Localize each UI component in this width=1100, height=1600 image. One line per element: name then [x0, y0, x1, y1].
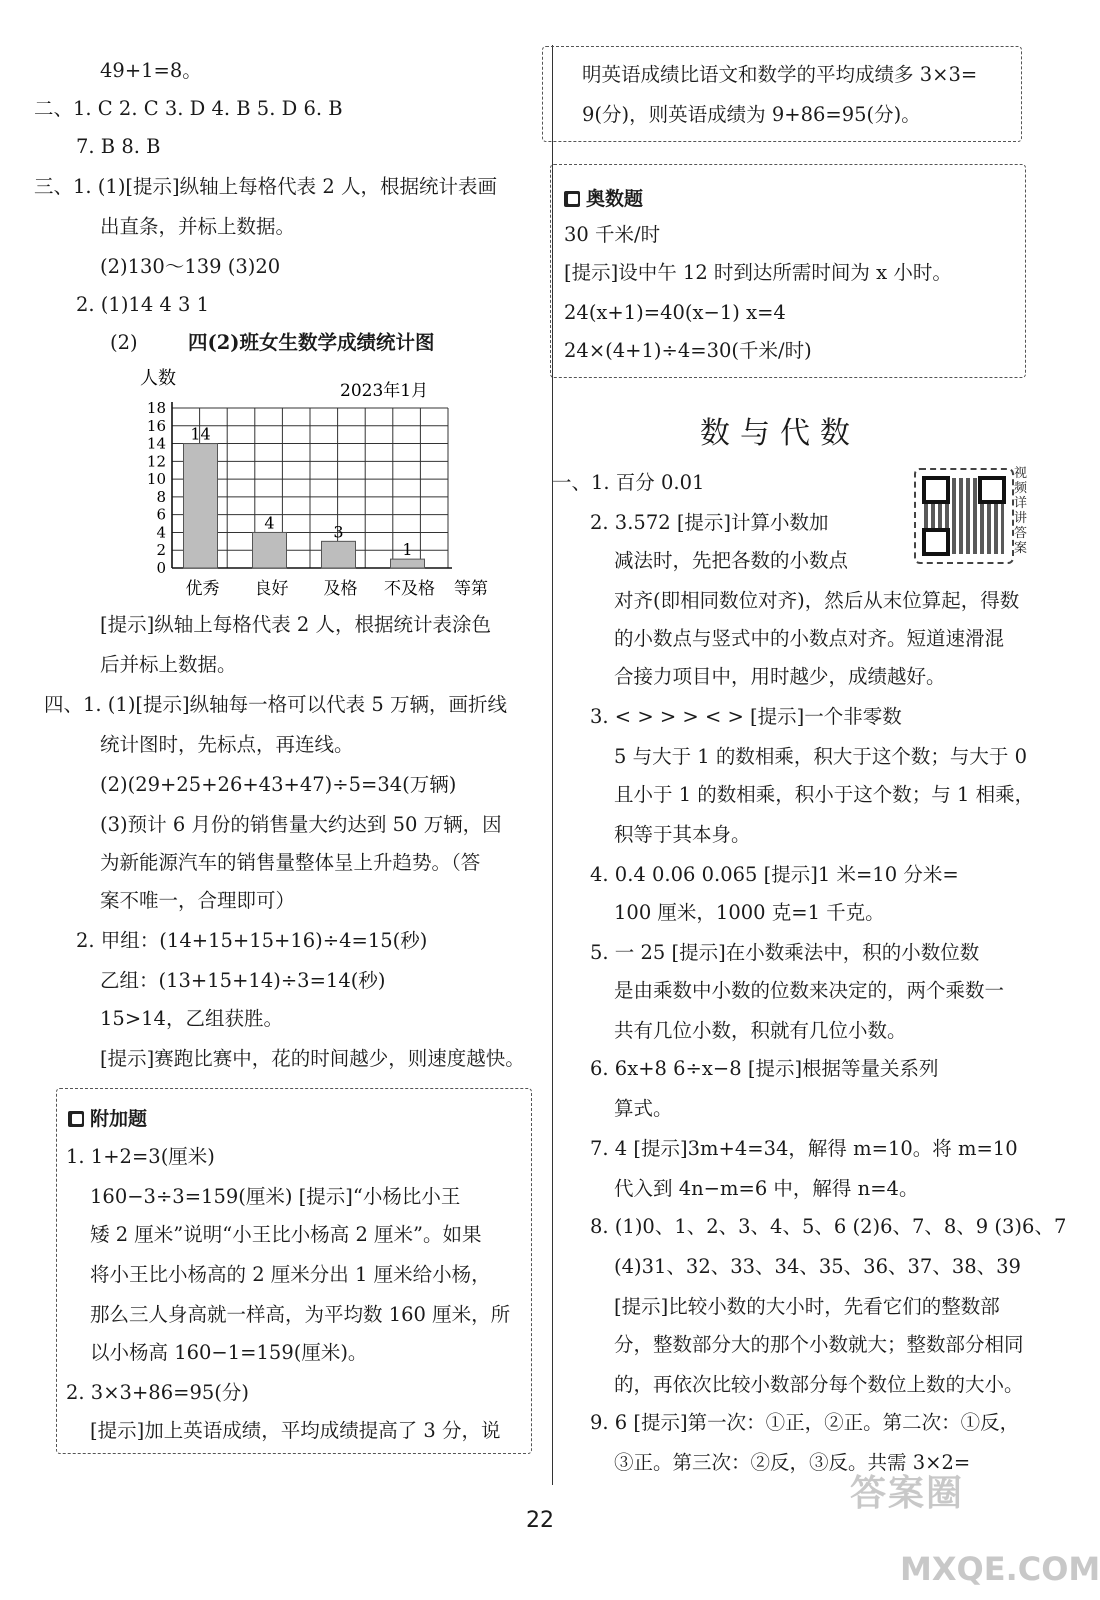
text-line: 对齐(即相同数位对齐)，然后从末位算起，得数	[614, 589, 1020, 612]
text-line: 以小杨高 160−1=159(厘米)。	[90, 1341, 368, 1364]
text-line: 将小王比小杨高的 2 厘米分出 1 厘米给小杨，	[90, 1263, 491, 1286]
data-label: 4	[264, 513, 275, 533]
text-line: 6. 6x+8 6÷x−8 [提示]根据等量关系列	[590, 1057, 939, 1080]
data-label: 1	[402, 540, 413, 560]
text-line: 一、1. 百分 0.01	[552, 471, 705, 494]
text-line: (4)31、32、33、34、35、36、37、38、39	[614, 1255, 1021, 1278]
olympiad-box-title	[564, 184, 643, 211]
y-axis-label: 人数	[140, 368, 176, 389]
text-line: 24×(4+1)÷4=30(千米/时)	[564, 339, 812, 362]
text-line: 24(x+1)=40(x−1) x=4	[564, 301, 786, 324]
text-line: 明英语成绩比语文和数学的平均成绩多 3×3=	[582, 63, 978, 86]
text-line: [提示]设中午 12 时到达所需时间为 x 小时。	[564, 261, 952, 284]
text-line: 的小数点与竖式中的小数点对齐。短道速滑混	[614, 627, 1005, 650]
text-line: 9. 6 [提示]第一次：①正，②正。第二次：①反，	[590, 1411, 1020, 1434]
text-line: [提示]加上英语成绩，平均成绩提高了 3 分，说	[90, 1419, 501, 1442]
text-line: 100 厘米，1000 克=1 千克。	[614, 901, 885, 924]
qr-code-icon[interactable]	[914, 468, 1014, 564]
bar	[253, 532, 287, 568]
text-line: 的，再依次比较小数部分每个数位上数的大小。	[614, 1373, 1024, 1396]
text-line: [提示]纵轴上每格代表 2 人，根据统计表涂色	[100, 613, 492, 636]
text-line: 那么三人身高就一样高，为平均数 160 厘米，所	[90, 1303, 511, 1326]
bar-chart	[100, 360, 620, 600]
text-line: 矮 2 厘米”说明“小王比小杨高 2 厘米”。如果	[90, 1223, 482, 1246]
text-line: 2. (1)14 4 3 1	[76, 293, 210, 316]
text-line: 49+1=8。	[100, 59, 202, 82]
text-line: 后并标上数据。	[100, 653, 237, 676]
olympiad-box-title-text: 奥数题	[586, 188, 644, 210]
text-line: 是由乘数中小数的位数来决定的，两个乘数一	[614, 979, 1005, 1002]
text-line: 乙组：(13+15+14)÷3=14(秒)	[100, 969, 386, 992]
text-line: 9(分)，则英语成绩为 9+86=95(分)。	[582, 103, 921, 126]
text-line: 2. 3.572 [提示]计算小数加	[590, 511, 829, 534]
text-line: 统计图时，先标点，再连线。	[100, 733, 354, 756]
text-line: 7. B 8. B	[76, 135, 161, 158]
text-line: 四、1. (1)[提示]纵轴每一格可以代表 5 万辆，画折线	[44, 693, 507, 716]
text-line: [提示]比较小数的大小时，先看它们的整数部	[614, 1295, 1000, 1318]
text-line: 出直条，并标上数据。	[100, 215, 296, 238]
text-line: ③正。第三次：②反，③反。共需 3×2=	[614, 1451, 971, 1474]
x-tick-label: 良好	[254, 579, 289, 599]
extra-box-title	[68, 1104, 147, 1131]
text-line: 二、1. C 2. C 3. D 4. B 5. D 6. B	[34, 97, 343, 120]
y-tick-label: 16	[146, 416, 166, 435]
text-line: 160−3÷3=159(厘米) [提示]“小杨比小王	[90, 1185, 461, 1208]
chart-label: (2)	[110, 331, 138, 354]
y-tick-label: 2	[156, 541, 166, 560]
text-line: 7. 4 [提示]3m+4=34，解得 m=10。将 m=10	[590, 1137, 1018, 1160]
text-line: 15>14，乙组获胜。	[100, 1007, 283, 1030]
text-line: (2)(29+25+26+43+47)÷5=34(万辆)	[100, 773, 457, 796]
qr-finder	[978, 476, 1006, 504]
extra-box-title-text: 附加题	[90, 1108, 148, 1130]
text-line: 3. < > > > < > [提示]一个非零数	[590, 705, 902, 728]
watermark-url: MXQE.COM	[900, 1550, 1100, 1588]
qr-finder	[922, 476, 950, 504]
chart-subtitle: 2023年1月	[340, 381, 429, 401]
text-line: 积等于其本身。	[614, 823, 751, 846]
x-axis-label: 等第	[454, 579, 488, 599]
bar	[184, 444, 218, 568]
text-line: 4. 0.4 0.06 0.065 [提示]1 米=10 分米=	[590, 863, 959, 886]
data-label: 3	[333, 522, 344, 542]
text-line: 5. 一 25 [提示]在小数乘法中，积的小数位数	[590, 941, 980, 964]
y-tick-label: 8	[156, 487, 166, 506]
y-tick-label: 10	[146, 470, 166, 489]
text-line: 2. 3×3+86=95(分)	[66, 1381, 249, 1404]
x-tick-label: 优秀	[185, 579, 220, 599]
bar	[322, 541, 356, 568]
x-tick-label: 及格	[323, 579, 358, 599]
text-line: [提示]赛跑比赛中，花的时间越少，则速度越快。	[100, 1047, 525, 1070]
text-line: 算式。	[614, 1097, 673, 1120]
data-label: 14	[190, 424, 211, 444]
text-line: 共有几位小数，积就有几位小数。	[614, 1019, 907, 1042]
y-tick-label: 6	[156, 505, 166, 524]
text-line: 8. (1)0、1、2、3、4、5、6 (2)6、7、8、9 (3)6、7	[590, 1215, 1067, 1238]
text-line: 1. 1+2=3(厘米)	[66, 1145, 215, 1168]
x-tick-label: 不及格	[384, 579, 435, 599]
text-line: 2. 甲组：(14+15+15+16)÷4=15(秒)	[76, 929, 428, 952]
qr-finder	[922, 528, 950, 556]
watermark-logo: 答案圈	[850, 1473, 965, 1514]
text-line: 分，整数部分大的那个小数就大；整数部分相同	[614, 1333, 1024, 1356]
text-line: 三、1. (1)[提示]纵轴上每格代表 2 人，根据统计表画	[34, 175, 497, 198]
text-line: 30 千米/时	[564, 223, 661, 246]
y-tick-label: 0	[156, 559, 166, 577]
bar	[391, 559, 425, 568]
y-tick-label: 14	[146, 434, 166, 453]
text-line: 合接力项目中，用时越少，成绩越好。	[614, 665, 946, 688]
y-tick-label: 18	[146, 399, 166, 417]
text-line: (3)预计 6 月份的销售量大约达到 50 万辆，因	[100, 813, 502, 836]
text-line: 且小于 1 的数相乘，积小于这个数；与 1 相乘，	[614, 783, 1035, 806]
text-line: 5 与大于 1 的数相乘，积大于这个数；与大于 0	[614, 745, 1028, 768]
y-tick-label: 12	[146, 452, 166, 471]
text-line: 代入到 4n−m=6 中，解得 n=4。	[614, 1177, 919, 1200]
book-icon	[68, 1111, 84, 1127]
text-line: 案不唯一，合理即可）	[100, 889, 296, 912]
text-line: 减法时，先把各数的小数点	[614, 549, 849, 572]
chart-title: 四(2)班女生数学成绩统计图	[188, 331, 435, 354]
section-title: 数与代数	[700, 416, 860, 451]
page-number: 22	[526, 1508, 554, 1533]
book-icon	[564, 191, 580, 207]
y-tick-label: 4	[156, 523, 166, 542]
text-line: 为新能源汽车的销售量整体呈上升趋势。（答	[100, 851, 481, 874]
text-line: (2)130～139 (3)20	[100, 255, 281, 278]
qr-label: 视频详讲答案	[1014, 466, 1028, 556]
